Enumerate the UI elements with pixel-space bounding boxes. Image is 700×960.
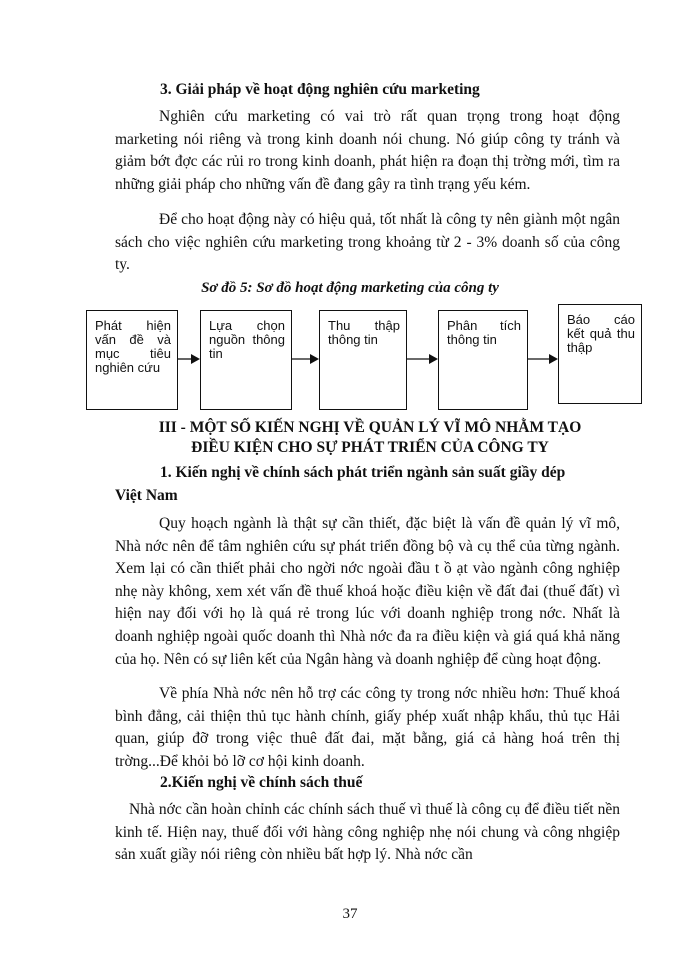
subsection-2-paragraph: Nhà nớc cần hoàn chỉnh các chính sách thuế vì thuế là công cụ để điều tiết nền kinh tế. Hiện nay, thuế đối với hàng công nghiệp nhẹ nói chung và công nhgiệp sản xuất giầy nói riêng còn nhiều bất hợp lý. Nhà nớc cần bbox=[115, 801, 620, 864]
part-3-heading-line-2: ĐIỀU KIỆN CHO SỰ PHÁT TRIỂN CỦA CÔNG TY bbox=[191, 439, 549, 456]
marketing-flow-diagram bbox=[0, 0, 700, 430]
flow-box-3-label: Thu thập thông tin bbox=[328, 318, 400, 347]
flow-arrow-3-icon bbox=[407, 351, 438, 367]
section-3-paragraph-2: Để cho hoạt động này có hiệu quả, tốt nhất là công ty nên giành một ngân sách cho việc nghiên cứu marketing trong khoảng từ 2 - 3% doanh số của công ty. bbox=[115, 211, 620, 274]
section-3-paragraph-1: Nghiên cứu marketing có vai trò rất quan trọng trong hoạt động marketing nói riêng và trong kinh doanh nói chung. Nó giúp công ty tránh và giảm bớt đợc các rủi ro trong kinh doanh, phát hiện ra đoạn thị trờng mới, tìm ra những giải pháp cho những vấn đề đang gây ra tình trạng yếu kém. bbox=[115, 108, 620, 193]
flow-box-5 bbox=[558, 304, 642, 404]
flow-box-3 bbox=[319, 310, 407, 410]
subsection-1-paragraph-2: Về phía Nhà nớc nên hỗ trợ các công ty trong nớc nhiều hơn: Thuế khoá bình đẳng, cải thiện thủ tục hành chính, giấy phép xuất nhập khẩu, thủ tục Hải quan, giúp đỡ trong việc thuê đất đai, mặt bằng, giá cả hàng hoá trên thị trờng...Để khỏi bỏ lỡ cơ hội kinh doanh. bbox=[115, 685, 620, 770]
subsection-1-heading-line-1: 1. Kiến nghị về chính sách phát triển ngành sản suất giầy dép bbox=[160, 464, 566, 481]
flow-box-4 bbox=[438, 310, 528, 410]
flow-box-5-label: Báo cáo kết quả thu thập bbox=[567, 312, 635, 355]
subsection-2-heading: 2.Kiến nghị về chính sách thuế bbox=[160, 774, 363, 791]
flow-box-1 bbox=[86, 310, 178, 410]
subsection-1-heading-line-2: Việt Nam bbox=[115, 487, 178, 504]
flow-box-4-label: Phân tích thông tin bbox=[447, 318, 521, 347]
flow-box-2 bbox=[200, 310, 292, 410]
diagram-caption: Sơ đồ 5: Sơ đồ hoạt động marketing của công ty bbox=[201, 280, 499, 296]
part-3-heading-line-1: III - MỘT SỐ KIẾN NGHỊ VỀ QUẢN LÝ VĨ MÔ NHẰM TẠO bbox=[158, 419, 582, 436]
page-number: 37 bbox=[342, 906, 358, 922]
flow-box-1-label: Phát hiện vấn đề và mục tiêu nghiên cứu bbox=[95, 318, 171, 375]
flow-arrow-2-icon bbox=[292, 351, 319, 367]
flow-box-2-label: Lựa chọn nguồn thông tin bbox=[209, 318, 285, 361]
subsection-1-paragraph-1: Quy hoạch ngành là thật sự cần thiết, đặc biệt là vấn đề quản lý vĩ mô, Nhà nớc nên để tâm nghiên cứu sự phát triển đồng bộ và cụ thể của từng ngành. Xem lại có cần thiết phải cho ngời nớc ngoài đầu t ồ ạt vào ngành công nghiệp nhẹ này không, xem xét vấn đề thuế khoá hoặc điều kiện về đất đai (thuế đất) vì hiện nay đối với họ là quá rẻ trong lúc với doanh nghiệp trong nớc. Nhất là doanh nghiệp ngoài quốc doanh thì Nhà nớc đa ra điều kiện và giá quá khả năng của họ. Nên có sự liên kết của Ngân hàng và doanh nghiệp để cùng hoạt động. bbox=[115, 515, 620, 668]
section-3-heading: 3. Giải pháp về hoạt động nghiên cứu marketing bbox=[160, 81, 480, 98]
flow-arrow-1-icon bbox=[178, 351, 200, 367]
flow-arrow-4-icon bbox=[528, 351, 558, 367]
